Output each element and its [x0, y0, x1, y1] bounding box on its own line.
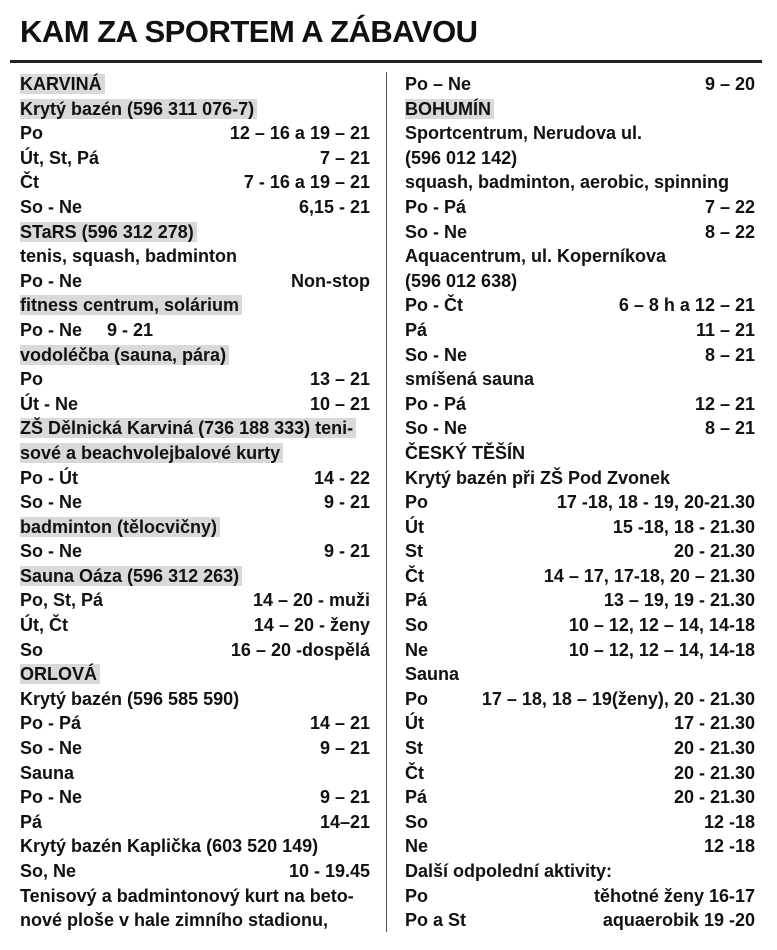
schedule-row — [405, 884, 755, 909]
hours-value: 8 – 21 — [704, 418, 755, 439]
day-label: Út — [405, 713, 424, 734]
left-column — [20, 72, 370, 933]
schedule-row — [20, 613, 370, 638]
label-text: tenis, squash, badminton — [20, 246, 238, 267]
venue-label — [20, 761, 370, 786]
schedule-row — [405, 343, 755, 368]
label-text: Sportcentrum, Nerudova ul. — [405, 123, 643, 144]
schedule-row — [405, 687, 755, 712]
venue-label — [20, 220, 370, 245]
hours-value: 15 -18, 18 - 21.30 — [612, 516, 755, 537]
venue-label — [20, 687, 370, 712]
venue-label — [405, 859, 755, 884]
hours-value: 10 – 12, 12 – 14, 14-18 — [568, 615, 755, 636]
hours-value: 11 – 21 — [695, 319, 755, 340]
hours-value: 8 – 22 — [704, 221, 755, 242]
label-text: Sauna — [405, 664, 460, 685]
venue-label — [405, 466, 755, 491]
schedule-row — [20, 588, 370, 613]
venue-label — [405, 269, 755, 294]
schedule-row — [405, 711, 755, 736]
day-label: So - Ne — [405, 418, 468, 439]
hours-value: těhotné ženy 16-17 — [593, 885, 755, 906]
hours-value: 13 – 19, 19 - 21.30 — [603, 590, 755, 611]
right-column — [405, 72, 755, 933]
hours-value: 12 -18 — [703, 836, 755, 857]
hours-value: 9 - 21 — [323, 541, 370, 562]
day-label: Po - Pá — [405, 393, 467, 414]
hours-value: 8 – 21 — [704, 344, 755, 365]
hours-value: 17 -18, 18 - 19, 20-21.30 — [556, 492, 755, 513]
hours-value: 10 – 21 — [309, 393, 370, 414]
label-text: Tenisový a badmintonový kurt na beto- — [20, 885, 354, 906]
day-label: Po a St — [405, 910, 467, 931]
venue-label — [20, 343, 370, 368]
day-label: Čt — [405, 762, 424, 783]
hours-value: 16 – 20 -dospělá — [230, 639, 370, 660]
venue-label — [405, 146, 755, 171]
hours-value: 12 -18 — [703, 811, 755, 832]
schedule-row — [405, 785, 755, 810]
day-label: Po - Ne — [20, 787, 83, 808]
day-label: So - Ne — [20, 196, 83, 217]
label-text: Aquacentrum, ul. Koperníkova — [405, 246, 667, 267]
label-text: Krytý bazén Kaplička (603 520 149) — [20, 836, 319, 857]
schedule-row — [405, 318, 755, 343]
hours-value: 7 – 22 — [704, 196, 755, 217]
day-label: So - Ne — [20, 492, 83, 513]
schedule-row — [20, 195, 370, 220]
day-label: Út — [405, 516, 424, 537]
hours-value: 17 - 21.30 — [673, 713, 755, 734]
venue-label — [405, 662, 755, 687]
hours-value: 10 - 19.45 — [288, 861, 370, 881]
day-label: Pá — [405, 787, 428, 808]
schedule-row — [405, 220, 755, 245]
schedule-row — [405, 72, 755, 97]
schedule-row — [20, 121, 370, 146]
hours-value: 20 - 21.30 — [673, 762, 755, 783]
day-label: Po — [20, 123, 44, 144]
day-label: Po — [405, 492, 429, 513]
label-text: (596 012 142) — [405, 147, 518, 168]
hours-value: 9 - 21 — [323, 492, 370, 513]
schedule-row — [20, 466, 370, 491]
schedule-row — [405, 416, 755, 441]
label-text: Krytý bazén (596 585 590) — [20, 688, 240, 709]
label-text: Krytý bazén při ZŠ Pod Zvonek — [405, 467, 671, 488]
day-label: Po — [405, 688, 429, 709]
hours-value: Non-stop — [291, 270, 370, 291]
day-label: Pá — [405, 319, 428, 340]
schedule-row — [20, 146, 370, 171]
hours-value: 14 – 17, 17-18, 20 – 21.30 — [543, 565, 755, 586]
schedule-row — [405, 195, 755, 220]
venue-label — [405, 244, 755, 269]
schedule-row — [405, 810, 755, 835]
schedule-row — [405, 761, 755, 786]
hours-value: 14 – 21 — [309, 713, 370, 734]
venue-label — [20, 293, 370, 318]
schedule-row — [20, 539, 370, 564]
day-label: So - Ne — [20, 738, 83, 759]
venue-label — [20, 908, 370, 933]
day-label: Čt — [405, 565, 424, 586]
label-text: Krytý bazén (596 311 076-7) — [20, 99, 257, 119]
hours-value: 20 - 21.30 — [673, 541, 755, 562]
section-heading — [20, 72, 370, 97]
day-label: Po - Pá — [405, 196, 467, 217]
day-label: Čt — [20, 172, 39, 193]
schedule-row — [405, 293, 755, 318]
label-text: fitness centrum, solárium — [20, 295, 242, 315]
label-text: badminton (tělocvičny) — [20, 517, 220, 537]
day-label: Pá — [20, 811, 43, 832]
heading-text: ORLOVÁ — [20, 664, 100, 684]
section-heading — [405, 441, 755, 466]
hours-value: 9 – 21 — [319, 738, 370, 759]
label-text: Další odpolední aktivity: — [405, 861, 613, 881]
day-label: Út, Čt — [20, 615, 68, 636]
day-label: Po - Pá — [20, 713, 82, 734]
day-label: Po - Čt — [405, 295, 463, 316]
schedule-row — [20, 170, 370, 195]
hours-value: aquaerobik 19 -20 — [602, 910, 755, 931]
label-text: (596 012 638) — [405, 270, 518, 291]
schedule-row — [405, 613, 755, 638]
schedule-row — [405, 392, 755, 417]
hours-value: 6 – 8 h a 12 – 21 — [618, 295, 755, 316]
venue-label — [20, 834, 370, 859]
schedule-row — [20, 785, 370, 810]
venue-label — [20, 318, 370, 343]
hours-value: 13 – 21 — [309, 369, 370, 390]
heading-text: ČESKÝ TĚŠÍN — [405, 442, 526, 463]
day-label: Po - Ne — [20, 270, 83, 291]
day-label: Ne — [405, 639, 429, 660]
day-label: So — [405, 811, 429, 832]
venue-label — [405, 121, 755, 146]
day-label: So - Ne — [405, 344, 468, 365]
venue-label — [20, 884, 370, 909]
schedule-row — [405, 834, 755, 859]
hours-value: 14 – 20 - muži — [252, 590, 370, 611]
day-label: Ne — [405, 836, 429, 857]
label-text: nové ploše v hale zimního stadionu, — [20, 910, 329, 931]
heading-text: BOHUMÍN — [405, 99, 494, 119]
day-label: Út, St, Pá — [20, 147, 100, 168]
day-label: So - Ne — [405, 221, 468, 242]
schedule-row — [405, 638, 755, 663]
column-divider — [386, 72, 387, 932]
hours-value: 14–21 — [319, 811, 370, 832]
schedule-row — [20, 810, 370, 835]
schedule-row — [20, 269, 370, 294]
hours-value: 9 – 20 — [704, 74, 755, 94]
hours-value: 12 – 16 a 19 – 21 — [229, 123, 370, 144]
label-text: STaRS (596 312 278) — [20, 222, 197, 242]
label-text: Sauna — [20, 762, 75, 783]
day-label: Út - Ne — [20, 393, 78, 414]
day-label: St — [405, 541, 423, 562]
hours-value: 7 – 21 — [319, 147, 370, 168]
schedule-row — [405, 588, 755, 613]
day-label: Po - Út — [20, 467, 78, 488]
schedule-row — [20, 392, 370, 417]
day-label: So — [20, 639, 44, 660]
day-label: Po — [405, 885, 429, 906]
section-heading — [405, 97, 755, 122]
venue-label — [20, 416, 370, 441]
schedule-row — [405, 736, 755, 761]
label-text: ZŠ Dělnická Karviná (736 188 333) teni- — [20, 418, 356, 438]
schedule-row — [20, 859, 370, 884]
label-text: Po - Ne 9 - 21 — [20, 319, 154, 340]
label-text: smíšená sauna — [405, 369, 535, 390]
schedule-row — [405, 564, 755, 589]
hours-value: 10 – 12, 12 – 14, 14-18 — [568, 639, 755, 660]
schedule-row — [20, 367, 370, 392]
day-label: Po – Ne — [405, 74, 472, 94]
venue-label — [20, 97, 370, 122]
label-text: vodoléčba (sauna, pára) — [20, 345, 229, 365]
venue-label — [20, 515, 370, 540]
day-label: Po — [20, 369, 44, 390]
schedule-row — [20, 711, 370, 736]
day-label: Pá — [405, 590, 428, 611]
day-label: So — [405, 615, 429, 636]
hours-value: 20 - 21.30 — [673, 787, 755, 808]
day-label: So - Ne — [20, 541, 83, 562]
venue-label — [20, 441, 370, 466]
hours-value: 14 – 20 - ženy — [253, 615, 370, 636]
schedule-row — [405, 515, 755, 540]
hours-value: 7 - 16 a 19 – 21 — [243, 172, 370, 193]
hours-value: 6,15 - 21 — [298, 196, 370, 217]
heading-text: KARVINÁ — [20, 74, 105, 94]
hours-value: 12 – 21 — [694, 393, 755, 414]
hours-value: 17 – 18, 18 – 19(ženy), 20 - 21.30 — [481, 688, 755, 709]
schedule-row — [405, 908, 755, 933]
venue-label — [405, 170, 755, 195]
hours-value: 9 – 21 — [319, 787, 370, 808]
schedule-row — [20, 638, 370, 663]
schedule-row — [405, 539, 755, 564]
label-text: sové a beachvolejbalové kurty — [20, 443, 283, 463]
day-label: So, Ne — [20, 861, 77, 881]
label-text: squash, badminton, aerobic, spinning — [405, 172, 730, 193]
label-text: Sauna Oáza (596 312 263) — [20, 566, 242, 586]
day-label: Po, St, Pá — [20, 590, 104, 611]
schedule-row — [20, 736, 370, 761]
venue-label — [20, 244, 370, 269]
title-rule — [10, 60, 762, 63]
hours-value: 14 - 22 — [313, 467, 370, 488]
page-title: KAM ZA SPORTEM A ZÁBAVOU — [20, 14, 478, 49]
schedule-row — [405, 490, 755, 515]
venue-label — [20, 564, 370, 589]
day-label: St — [405, 738, 423, 759]
hours-value: 20 - 21.30 — [673, 738, 755, 759]
schedule-row — [20, 490, 370, 515]
venue-label — [405, 367, 755, 392]
section-heading — [20, 662, 370, 687]
